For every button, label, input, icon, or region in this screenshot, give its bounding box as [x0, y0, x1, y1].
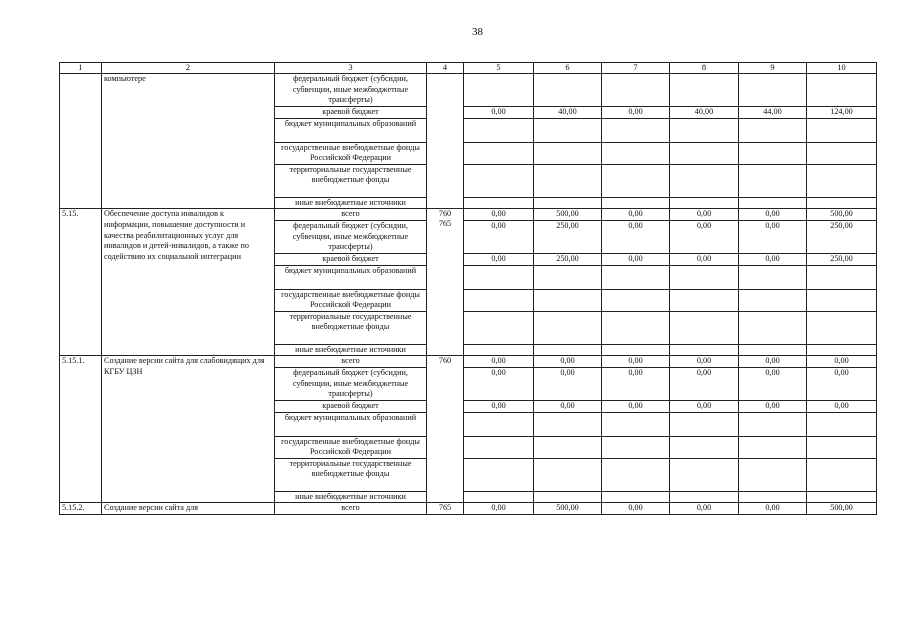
amount-cell: 250,00 [807, 253, 877, 265]
amount-cell: 0,00 [739, 209, 807, 221]
amount-cell [670, 412, 739, 436]
amount-cell: 0,00 [534, 400, 602, 412]
header-cell: 8 [670, 63, 739, 74]
amount-cell [670, 491, 739, 503]
item-name: Обеспечение доступа инвалидов к информации, повышение доступности и качества реабилитационных услуг для инвалидов и детей-инвалидов, а также по содействию их социальной интеграции [102, 209, 275, 356]
amount-cell [807, 164, 877, 197]
amount-cell [807, 412, 877, 436]
funding-source: государственные внебюджетные фонды Российской Федерации [275, 289, 427, 311]
amount-cell: 0,00 [807, 400, 877, 412]
amount-cell [739, 436, 807, 458]
amount-cell [464, 164, 534, 197]
amount-cell [739, 142, 807, 164]
column-4-value [429, 74, 461, 107]
amount-cell [670, 458, 739, 491]
amount-cell: 0,00 [464, 503, 534, 515]
amount-cell: 0,00 [670, 220, 739, 253]
amount-cell: 0,00 [670, 503, 739, 515]
amount-cell [602, 491, 670, 503]
amount-cell [464, 412, 534, 436]
amount-cell [464, 458, 534, 491]
funding-source: территориальные государственные внебюджетные фонды [275, 311, 427, 344]
amount-cell: 0,00 [602, 356, 670, 368]
item-code [60, 74, 102, 209]
item-code: 5.15.1. [60, 356, 102, 503]
amount-cell [464, 197, 534, 209]
funding-source: всего [275, 209, 427, 221]
amount-cell [464, 311, 534, 344]
amount-cell [739, 344, 807, 356]
amount-cell [464, 436, 534, 458]
amount-cell [534, 491, 602, 503]
header-cell: 2 [102, 63, 275, 74]
budget-table [59, 62, 877, 515]
amount-cell [464, 289, 534, 311]
funding-source: иные внебюджетные источники [275, 491, 427, 503]
amount-cell: 0,00 [807, 356, 877, 368]
funding-source: бюджет муниципальных образований [275, 118, 427, 142]
amount-cell [602, 311, 670, 344]
amount-cell [464, 118, 534, 142]
amount-cell [534, 289, 602, 311]
amount-cell: 0,00 [464, 367, 534, 400]
amount-cell: 500,00 [807, 209, 877, 221]
column-4-value [429, 455, 461, 488]
amount-cell: 0,00 [602, 253, 670, 265]
amount-cell [670, 265, 739, 289]
amount-cell [670, 74, 739, 107]
header-cell: 4 [427, 63, 464, 74]
funding-source: иные внебюджетные источники [275, 344, 427, 356]
amount-cell [670, 436, 739, 458]
amount-cell [464, 344, 534, 356]
header-cell: 9 [739, 63, 807, 74]
column-4-value [429, 287, 461, 308]
amount-cell [464, 491, 534, 503]
amount-cell [670, 164, 739, 197]
amount-cell [602, 118, 670, 142]
amount-cell: 0,00 [670, 356, 739, 368]
amount-cell: 0,00 [670, 367, 739, 400]
amount-cell: 124,00 [807, 107, 877, 119]
amount-cell [739, 491, 807, 503]
column-4-value [429, 434, 461, 455]
funding-source: федеральный бюджет (субсидии, субвенции, иные межбюджетные трансферты) [275, 220, 427, 253]
amount-cell: 0,00 [670, 209, 739, 221]
amount-cell: 0,00 [670, 400, 739, 412]
item-code: 5.15. [60, 209, 102, 356]
column-4-value [429, 118, 461, 142]
column-4-value [429, 308, 461, 341]
amount-cell [534, 142, 602, 164]
amount-cell [534, 458, 602, 491]
header-cell: 10 [807, 63, 877, 74]
item-code: 5.15.2. [60, 503, 102, 515]
amount-cell [602, 458, 670, 491]
column-4-value [429, 142, 461, 163]
amount-cell: 0,00 [739, 253, 807, 265]
funding-source: бюджет муниципальных образований [275, 265, 427, 289]
header-cell: 7 [602, 63, 670, 74]
funding-source: государственные внебюджетные фонды Российской Федерации [275, 142, 427, 164]
amount-cell [670, 344, 739, 356]
amount-cell [807, 74, 877, 107]
funding-source: краевой бюджет [275, 253, 427, 265]
amount-cell: 0,00 [739, 400, 807, 412]
amount-cell: 0,00 [602, 220, 670, 253]
column-4-value: 765 [438, 503, 452, 513]
funding-source: территориальные государственные внебюджетные фонды [275, 458, 427, 491]
amount-cell [739, 164, 807, 197]
amount-cell [807, 118, 877, 142]
amount-cell [534, 118, 602, 142]
column-4-value: 760 [438, 356, 452, 366]
column-4-codes [427, 503, 464, 515]
amount-cell: 0,00 [739, 356, 807, 368]
amount-cell: 0,00 [464, 107, 534, 119]
amount-cell [602, 265, 670, 289]
amount-cell [534, 164, 602, 197]
funding-source: территориальные государственные внебюджетные фонды [275, 164, 427, 197]
amount-cell: 0,00 [739, 367, 807, 400]
amount-cell [534, 197, 602, 209]
amount-cell [670, 118, 739, 142]
amount-cell [602, 164, 670, 197]
funding-source: иные внебюджетные источники [275, 197, 427, 209]
amount-cell: 0,00 [602, 367, 670, 400]
amount-cell: 0,00 [464, 253, 534, 265]
header-cell: 1 [60, 63, 102, 74]
amount-cell [807, 197, 877, 209]
column-4-value [429, 399, 461, 410]
amount-cell: 500,00 [534, 503, 602, 515]
amount-cell: 0,00 [670, 253, 739, 265]
amount-cell [534, 412, 602, 436]
amount-cell [807, 344, 877, 356]
amount-cell: 0,00 [464, 220, 534, 253]
amount-cell: 0,00 [464, 400, 534, 412]
column-4-codes [427, 209, 464, 356]
funding-source: краевой бюджет [275, 400, 427, 412]
amount-cell [739, 289, 807, 311]
table-body [60, 74, 877, 515]
item-name: Создание версии сайта для слабовидящих для КГБУ ЦЗН [102, 356, 275, 503]
amount-cell: 500,00 [534, 209, 602, 221]
amount-cell [602, 289, 670, 311]
funding-source: краевой бюджет [275, 107, 427, 119]
amount-cell: 500,00 [807, 503, 877, 515]
column-4-value: 760 [438, 209, 452, 219]
amount-cell [739, 412, 807, 436]
column-4-value [429, 107, 461, 118]
funding-source: государственные внебюджетные фонды Российской Федерации [275, 436, 427, 458]
amount-cell [602, 74, 670, 107]
amount-cell: 0,00 [602, 209, 670, 221]
amount-cell [602, 412, 670, 436]
amount-cell: 0,00 [807, 367, 877, 400]
amount-cell [670, 311, 739, 344]
amount-cell: 0,00 [534, 367, 602, 400]
amount-cell [807, 265, 877, 289]
column-number-header [60, 63, 877, 74]
header-cell: 5 [464, 63, 534, 74]
amount-cell [534, 311, 602, 344]
column-4-value [429, 488, 461, 499]
item-name: Создание версии сайта для [102, 503, 275, 515]
amount-cell [739, 265, 807, 289]
funding-source: федеральный бюджет (субсидии, субвенции, иные межбюджетные трансферты) [275, 74, 427, 107]
amount-cell [464, 74, 534, 107]
amount-cell [534, 265, 602, 289]
column-4-value [429, 196, 461, 207]
amount-cell [739, 458, 807, 491]
page-number: 38 [472, 26, 483, 38]
amount-cell [670, 197, 739, 209]
column-4-value [429, 163, 461, 196]
funding-source: бюджет муниципальных образований [275, 412, 427, 436]
table-row [60, 74, 877, 107]
header-cell: 6 [534, 63, 602, 74]
column-4-value [429, 410, 461, 434]
amount-cell: 40,00 [670, 107, 739, 119]
amount-cell [670, 142, 739, 164]
amount-cell: 250,00 [534, 253, 602, 265]
amount-cell [602, 197, 670, 209]
amount-cell: 0,00 [739, 503, 807, 515]
column-4-value [429, 366, 461, 399]
column-4-codes [427, 356, 464, 503]
amount-cell [807, 142, 877, 164]
column-4-codes [427, 74, 464, 209]
table-row [60, 356, 877, 368]
funding-source: федеральный бюджет (субсидии, субвенции, иные межбюджетные трансферты) [275, 367, 427, 400]
amount-cell: 0,00 [464, 356, 534, 368]
amount-cell: 0,00 [602, 107, 670, 119]
column-4-value [429, 252, 461, 263]
amount-cell [739, 118, 807, 142]
amount-cell [739, 74, 807, 107]
amount-cell: 40,00 [534, 107, 602, 119]
table-row [60, 503, 877, 515]
header-cell: 3 [275, 63, 427, 74]
column-4-value: 765 [438, 219, 452, 229]
amount-cell: 0,00 [602, 503, 670, 515]
amount-cell: 0,00 [534, 356, 602, 368]
amount-cell: 0,00 [602, 400, 670, 412]
column-4-value [429, 263, 461, 287]
amount-cell [807, 289, 877, 311]
amount-cell: 250,00 [807, 220, 877, 253]
funding-source: всего [275, 503, 427, 515]
amount-cell [670, 289, 739, 311]
amount-cell [534, 436, 602, 458]
amount-cell: 250,00 [534, 220, 602, 253]
table-row [60, 209, 877, 221]
amount-cell [534, 74, 602, 107]
amount-cell [534, 344, 602, 356]
item-name: компьютере [102, 74, 275, 209]
amount-cell [807, 458, 877, 491]
amount-cell [807, 311, 877, 344]
amount-cell: 0,00 [464, 209, 534, 221]
column-4-value [429, 341, 461, 352]
amount-cell [807, 436, 877, 458]
amount-cell [464, 265, 534, 289]
amount-cell [739, 311, 807, 344]
amount-cell [739, 197, 807, 209]
amount-cell [602, 436, 670, 458]
amount-cell [602, 344, 670, 356]
amount-cell: 44,00 [739, 107, 807, 119]
amount-cell [602, 142, 670, 164]
amount-cell [464, 142, 534, 164]
funding-source: всего [275, 356, 427, 368]
amount-cell: 0,00 [739, 220, 807, 253]
amount-cell [807, 491, 877, 503]
